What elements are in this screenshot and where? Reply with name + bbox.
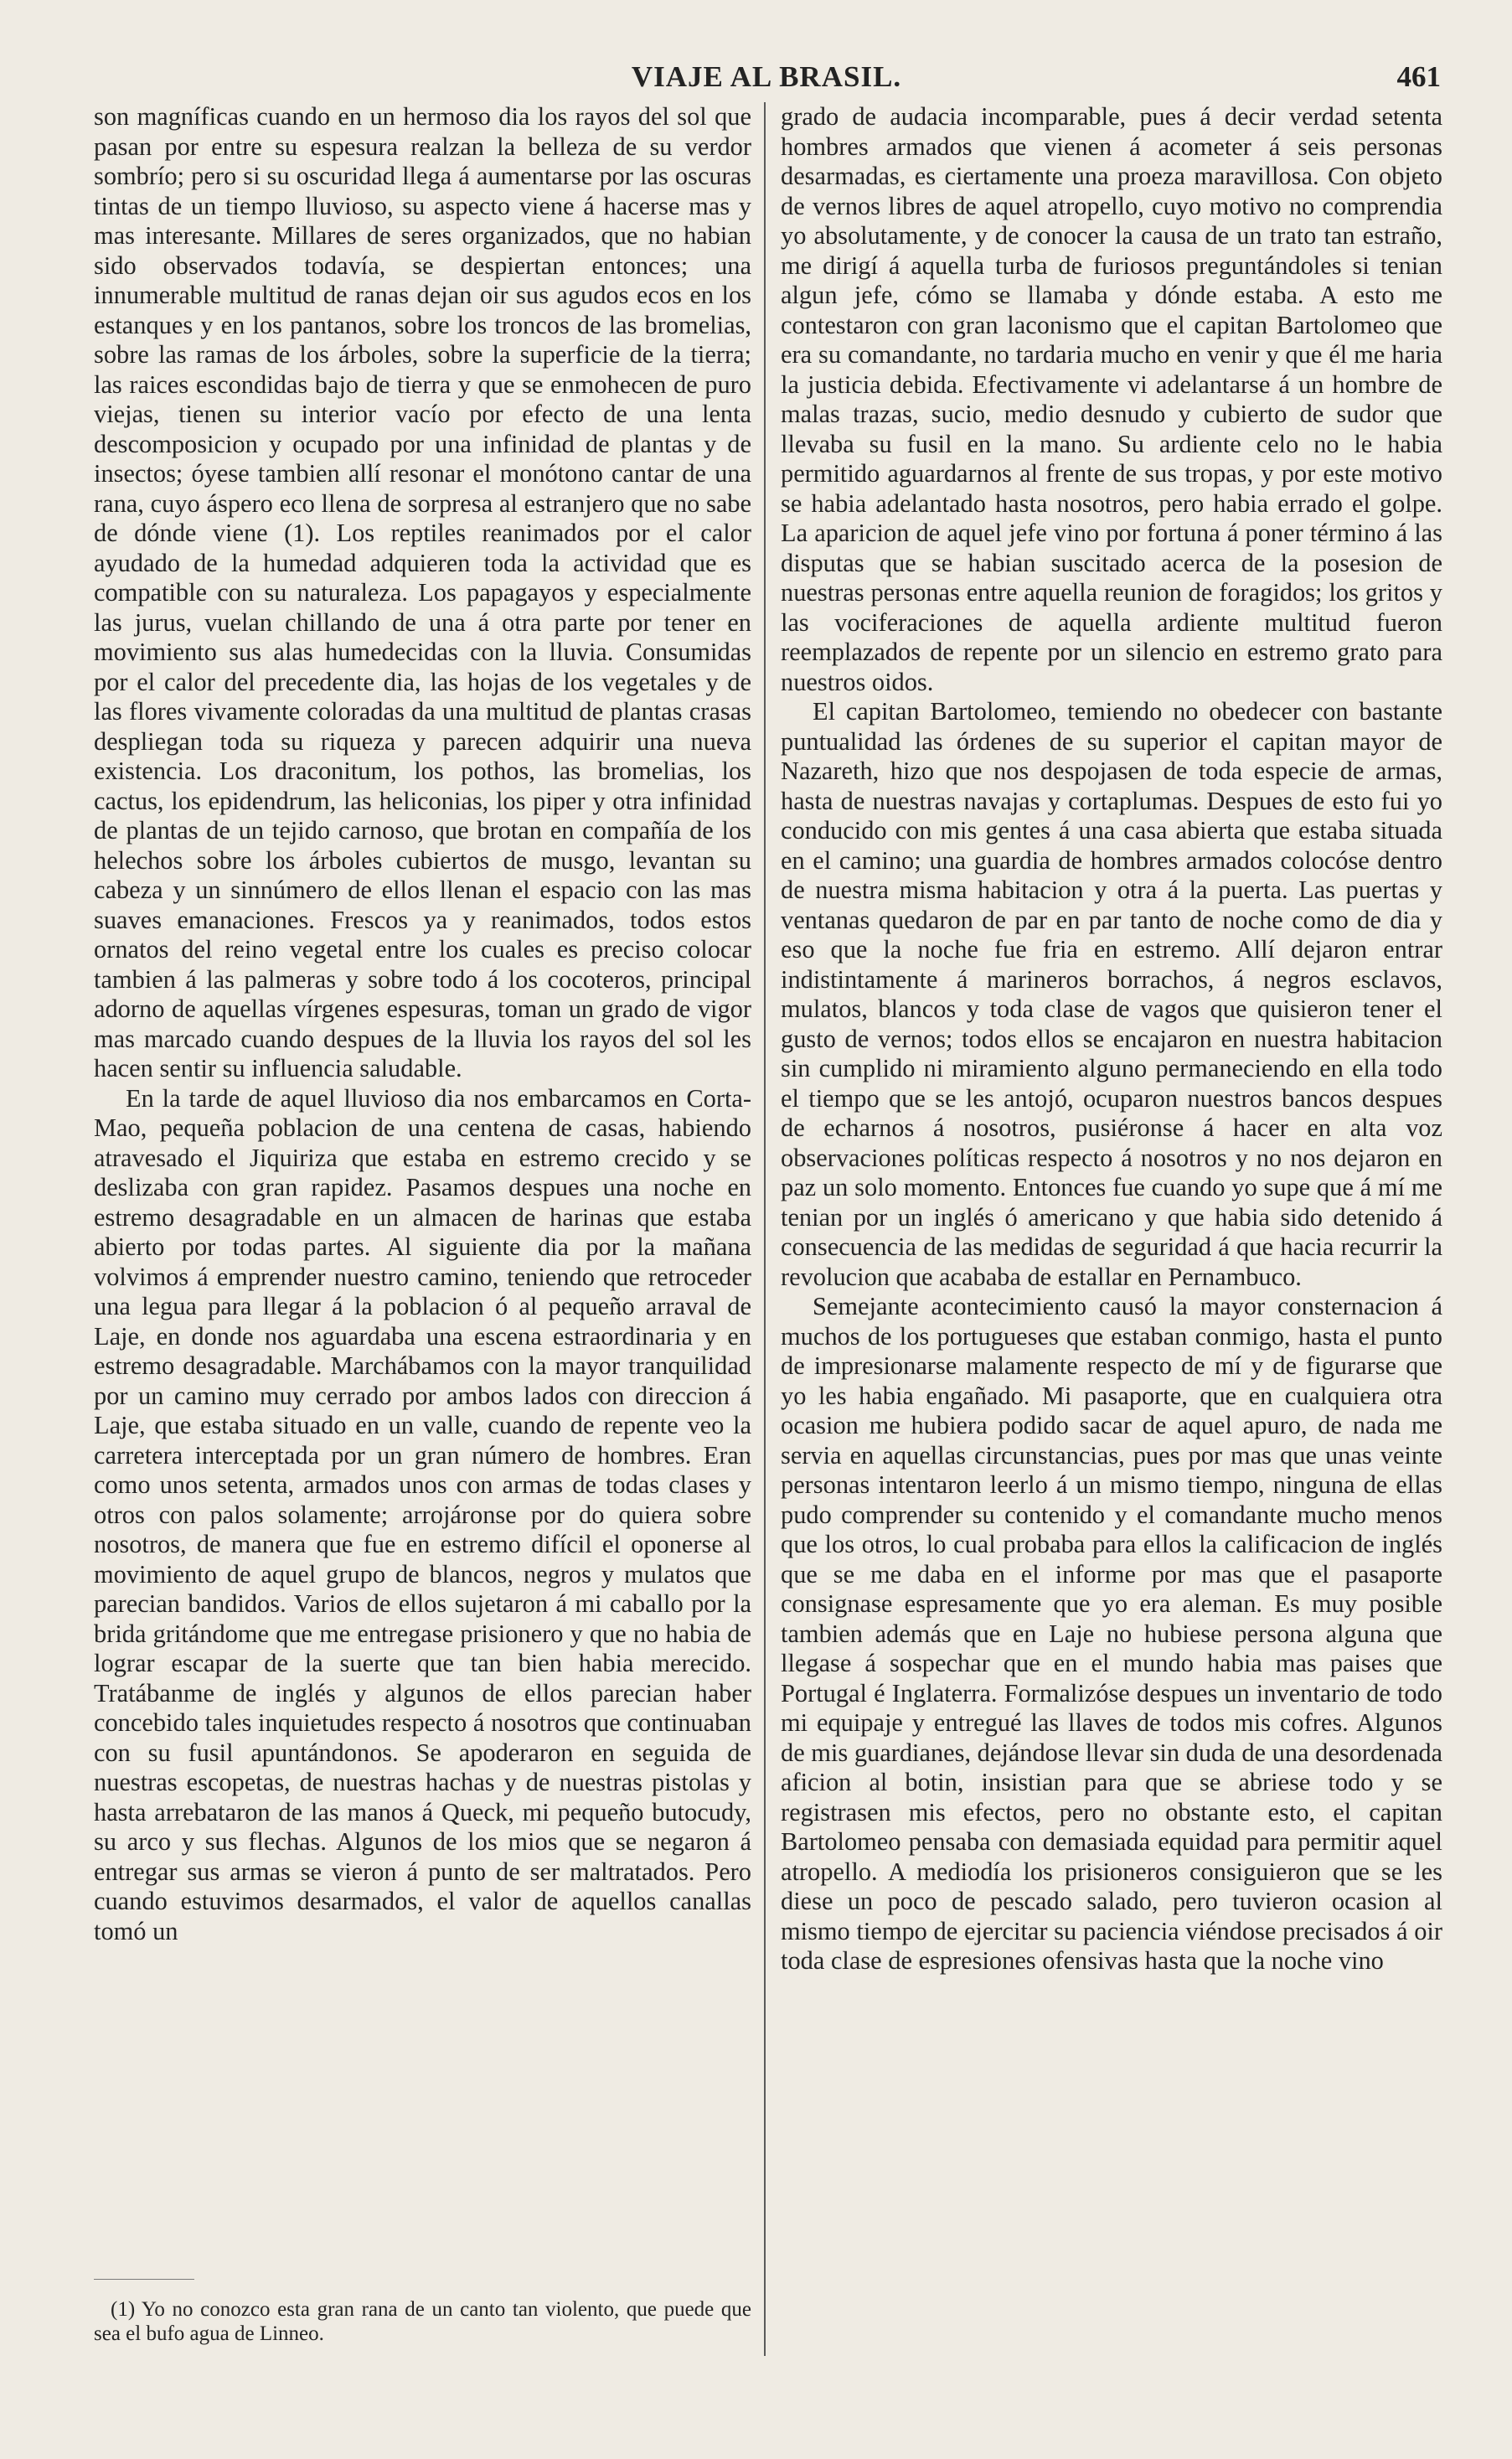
page-header bbox=[92, 60, 1441, 102]
right-paragraph-3: Semejante acontecimiento causó la mayor consternacion á muchos de los portugueses que estaban conmigo, hasta el punto de impresionarse malamente respecto de mí y de figurarse que yo les habia engañado. Mi pasaporte, que en cualquiera otra ocasion me hubiera podido sacar de aquel apuro, de nada me servia en aquellas circunstancias, pues por mas que unas veinte personas intentaron leerlo á un mismo tiempo, ninguna de ellas pudo comprender su contenido y el comandante mucho menos que los otros, lo cual probaba para ellos la calificacion de inglés que se me daba en el informe por mas que el pasaporte consignase espresamente que yo era aleman. Es muy posible tambien además que en Laje no hubiese persona alguna que llegase á sospechar que en el mundo habia mas paises que Portugal é Inglaterra. Formalizóse despues un inventario de todo mi equipaje y entregué las llaves de todos mis cofres. Algunos de mis guardianes, dejándose llevar sin duda de una desordenada aficion al botin, insistian para que se abriese todo y se registrasen mis efectos, pero no obstante esto, el capitan Bartolomeo pensaba con demasiada equidad para permitir aquel atropello. A mediodía los prisioneros consiguieron que se les diese un poco de pescado salado, pero tuvieron ocasion al mismo tiempo de ejercitar su paciencia viéndose precisados á oir toda clase de espresiones ofensivas hasta que la noche vino bbox=[781, 1292, 1442, 1975]
right-paragraph-2: El capitan Bartolomeo, temiendo no obedecer con bastante puntualidad las órdenes de su superior el capitan mayor de Nazareth, hizo que nos despojasen de toda especie de armas, hasta de nuestras navajas y cortaplumas. Despues de esto fui yo conducido con mis gentes á una casa abierta que estaba situada en el camino; una guardia de hombres armados colocóse dentro de nuestra misma habitacion y otra á la puerta. Las puertas y ventanas quedaron de par en par tanto de noche como de dia y eso que la noche fue fria en estremo. Allí dejaron entrar indistintamente á marineros borrachos, á negros esclavos, mulatos, blancos y toda clase de vagos que quisieron tener el gusto de vernos; todos ellos se encajaron en nuestra habitacion sin cumplido ni miramiento alguno permaneciendo en ella todo el tiempo que se les antojó, ocuparon nuestros bancos despues de echarnos á nosotros, pusiéronse á hacer en alta voz observaciones políticas respecto á nosotros y no nos dejaron en paz un solo momento. Entonces fue cuando yo supe que á mí me tenian por un inglés ó americano y que habia sido detenido á consecuencia de las medidas de seguridad á que hacia recurrir la revolucion que acababa de estallar en Pernambuco. bbox=[781, 697, 1442, 1291]
footnote: (1) Yo no conozco esta gran rana de un canto tan violento, que puede que sea el bufo agua de Linneo. bbox=[94, 2298, 751, 2345]
page-number: 461 bbox=[1396, 60, 1441, 93]
left-paragraph-1: son magníficas cuando en un hermoso dia los rayos del sol que pasan por entre su espesura realzan la belleza de su verdor sombrío; pero si su oscuridad llega á aumentarse por las oscuras tintas de un tiempo lluvioso, su aspecto viene á hacerse mas y mas interesante. Millares de seres organizados, que no habian sido observados todavía, se despiertan entonces; una innumerable multitud de ranas dejan oir sus agudos ecos en los estanques y en los pantanos, sobre los troncos de las bromelias, sobre las ramas de los árboles, sobre la superficie de la tierra; las raices escondidas bajo de tierra y que se enmohecen de puro viejas, tienen su interior vacío por efecto de una lenta descomposicion y ocupado por una infinidad de plantas y de insectos; óyese tambien allí resonar el monótono cantar de una rana, cuyo áspero eco llena de sorpresa al estranjero que no sabe de dónde viene (1). Los reptiles reanimados por el calor ayudado de la humedad adquieren toda la actividad que es compatible con su naturaleza. Los papagayos y especialmente las jurus, vuelan chillando de una á otra parte por tener en movimiento sus alas humedecidas con la lluvia. Consumidas por el calor del precedente dia, las hojas de los vegetales y de las flores vivamente coloradas da una multitud de plantas crasas despliegan toda su riqueza y parecen adquirir una nueva existencia. Los draconitum, los pothos, las bromelias, los cactus, los epidendrum, las heliconias, los piper y otra infinidad de plantas de un tejido carnoso, que brotan en compañía de los helechos sobre los árboles cubiertos de musgo, levantan su cabeza y un sinnúmero de ellos llenan el espacio con las mas suaves emanaciones. Frescos ya y reanimados, todos estos ornatos del reino vegetal entre los cuales es preciso colocar tambien á las palmeras y sobre todo á los cocoteros, principal adorno de aquellas vírgenes espesuras, toman un grado de vigor mas marcado cuando despues de la lluvia los rayos del sol les hacen sentir su influencia saludable. bbox=[94, 102, 751, 1082]
left-paragraph-2: En la tarde de aquel lluvioso dia nos embarcamos en Corta-Mao, pequeña poblacion de una centena de casas, habiendo atravesado el Jiquiriza que estaba en estremo crecido y se deslizaba con gran rapidez. Pasamos despues una noche en estremo desagradable en un almacen de harinas que estaba abierto por todas partes. Al siguiente dia por la mañana volvimos á emprender nuestro camino, teniendo que retroceder una legua para llegar á la poblacion ó al pequeño arraval de Laje, en donde nos aguardaba una escena estraordinaria y en estremo desagradable. Marchábamos con la mayor tranquilidad por un camino muy cerrado por ambos lados con direccion á Laje, que estaba situado en un valle, cuando de repente veo la carretera interceptada por un gran número de hombres. Eran como unos setenta, armados unos con armas de todas clases y otros con palos solamente; arrojáronse por do quiera sobre nosotros, de manera que fue en estremo difícil el oponerse al movimiento de aquel grupo de blancos, negros y mulatos que parecian bandidos. Varios de ellos sujetaron á mi caballo por la brida gritándome que me entregase prisionero y que no habia de lograr escapar de la suerte que tan bien habia merecido. Tratábanme de inglés y algunos de ellos parecian haber concebido tales inquietudes respecto á nosotros que continuaban con su fusil apuntándonos. Se apoderaron en seguida de nuestras escopetas, de nuestras hachas y de nuestras pistolas y hasta arrebataron de las manos á Queck, mi pequeño butocudy, su arco y sus flechas. Algunos de los mios que se negaron á entregar sus armas se vieron á punto de ser maltratados. Pero cuando estuvimos desarmados, el valor de aquellos canallas tomó un bbox=[94, 1083, 751, 1945]
right-column bbox=[781, 102, 1442, 1976]
left-column bbox=[94, 102, 751, 1946]
footnote-divider bbox=[94, 2279, 194, 2280]
running-title: VIAJE AL BRASIL. bbox=[631, 60, 902, 93]
column-divider bbox=[764, 102, 766, 2356]
right-paragraph-1: grado de audacia incomparable, pues á decir verdad setenta hombres armados que vienen á acometer á seis personas desarmadas, es ciertamente una proeza maravillosa. Con objeto de vernos libres de aquel atropello, cuyo motivo no comprendia yo absolutamente, y de conocer la causa de un trato tan estraño, me dirigí á aquella turba de furiosos preguntándoles si tenian algun jefe, cómo se llamaba y dónde estaba. A esto me contestaron con gran laconismo que el capitan Bartolomeo que era su comandante, no tardaria mucho en venir y que él me haria la justicia debida. Efectivamente vi adelantarse á un hombre de malas trazas, sucio, medio desnudo y cubierto de sudor que llevaba su fusil en la mano. Su ardiente celo no le habia permitido aguardarnos al frente de sus tropas, y por este motivo se habia adelantado hasta nosotros, pero habia errado el golpe. La aparicion de aquel jefe vino por fortuna á poner término á las disputas que se habian suscitado acerca de la posesion de nuestras personas entre aquella reunion de foragidos; los gritos y las vociferaciones de aquella ardiente multitud fueron reemplazados de repente por un silencio en estremo grato para nuestros oidos. bbox=[781, 102, 1442, 696]
